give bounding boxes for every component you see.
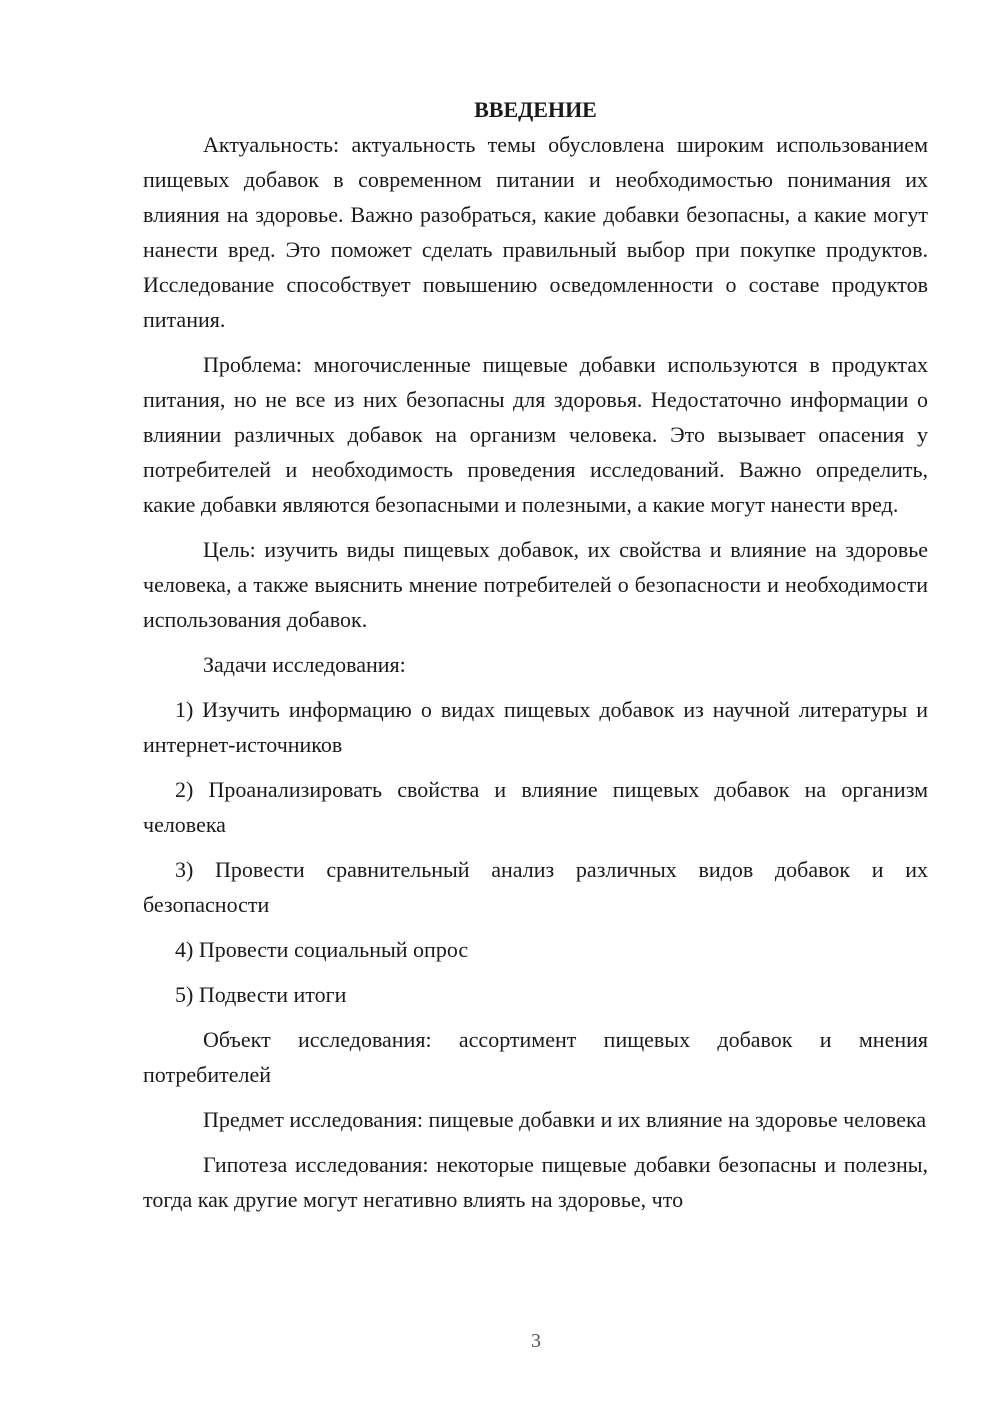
problem-paragraph: Проблема: многочисленные пищевые добавки используются в продуктах питания, но не все из них безопасны для здоровья. Недостаточно информации о влиянии различных добавок на организм человека. Это вызывает опасения у потребителей и необходимость проведения исследований. Важно определить, какие добавки являются безопасными и полезными, а какие могут нанести вред. [143, 352, 928, 517]
hypothesis-paragraph: Гипотеза исследования: некоторые пищевые добавки безопасны и полезны, тогда как другие могут негативно влиять на здоровье, что [143, 1152, 928, 1212]
page-number: 3 [531, 1330, 541, 1352]
goal-paragraph: Цель: изучить виды пищевых добавок, их свойства и влияние на здоровье человека, а также выяснить мнение потребителей о безопасности и необходимости использования добавок. [143, 537, 928, 632]
subject-paragraph: Предмет исследования: пищевые добавки и их влияние на здоровье человека [203, 1107, 927, 1132]
document-body [143, 92, 928, 1217]
object-paragraph: Объект исследования: ассортимент пищевых добавок и мнения потребителей [143, 1027, 928, 1087]
task-item-5: 5) Подвести итоги [175, 982, 347, 1007]
task-item-4: 4) Провести социальный опрос [175, 937, 469, 962]
task-item-2: 2) Проанализировать свойства и влияние пищевых добавок на организм человека [143, 777, 928, 837]
page-title: ВВЕДЕНИЕ [474, 97, 597, 122]
relevance-paragraph: Актуальность: актуальность темы обусловлена широким использованием пищевых добавок в современном питании и необходимостью понимания их влияния на здоровье. Важно разобраться, какие добавки безопасны, а какие могут нанести вред. Это поможет сделать правильный выбор при покупке продуктов. Исследование способствует повышению осведомленности о составе продуктов питания. [143, 132, 928, 332]
tasks-heading: Задачи исследования: [203, 652, 406, 677]
task-item-3: 3) Провести сравнительный анализ различных видов добавок и их безопасности [143, 857, 928, 917]
task-item-1: 1) Изучить информацию о видах пищевых добавок из научной литературы и интернет-источников [143, 697, 928, 757]
